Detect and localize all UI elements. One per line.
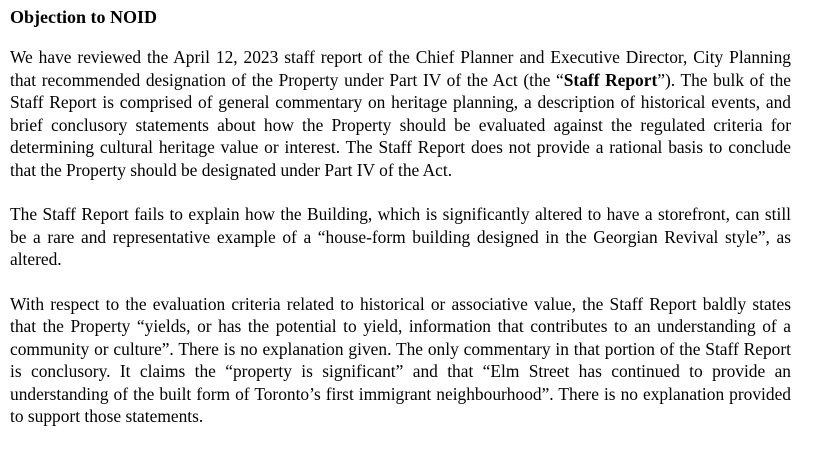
paragraph-building-alteration: The Staff Report fails to explain how the Building, which is significantly altered to have a storefront, can still be a rare and representative example of a “house-form building designed in the Georgian Revival style”, as altered. [10,204,791,269]
paragraph-1-text-end: ”). The bulk of the Staff Report is comprised of general commentary on heritage planning, a description of historical events, and brief conclusory statements about how the Property should be evaluated against the regulated criteria for determining cultural heritage value or interest. The Staff Report does not provide a rational basis to conclude that the Property should be designated under Part IV of the Act. [10,69,791,180]
document-page [10,0,791,428]
paragraph-1-text-start: We have reviewed the April 12, 2023 staff report of the Chief Planner and Executive Director, City Planning that recommended designation of the Property under Part IV of the Act (the “ [10,47,791,90]
paragraph-staff-report [10,46,791,181]
section-heading: Objection to NOID [10,7,157,27]
staff-report-defined-term: Staff Report [563,69,658,90]
paragraph-evaluation-criteria: With respect to the evaluation criteria related to historical or associative value, the Staff Report baldly states that the Property “yields, or has the potential to yield, information that contributes to an understanding of a community or culture”. There is no explanation given. The only commentary in that portion of the Staff Report is conclusory. It claims the “property is significant” and that “Elm Street has continued to provide an understanding of the built form of Toronto’s first immigrant neighbourhood”. There is no explanation provided to support those statements. [10,293,791,426]
